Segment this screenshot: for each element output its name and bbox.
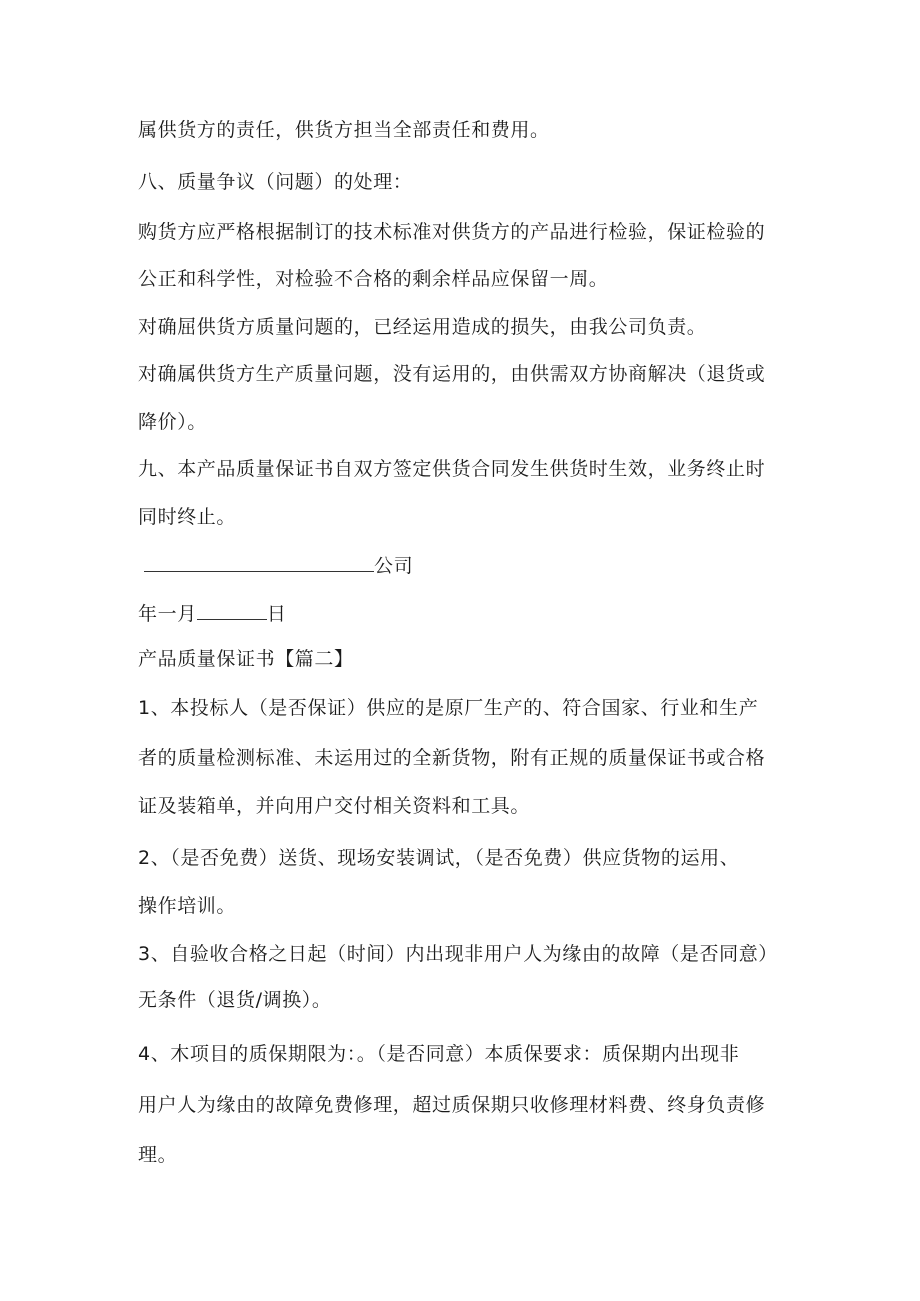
item-1-line-3: 证及装箱单，并向用户交付相关资料和工具。 [138, 795, 531, 817]
section-title: 产品质量保证书【篇二】 [138, 648, 354, 670]
company-signature-line [144, 552, 413, 578]
section-heading-8: 八、质量争议（问题）的处理： [138, 171, 413, 193]
company-suffix: 公司 [374, 555, 414, 577]
text-line-1: 属供货方的责任，供货方担当全部责任和费用。 [138, 119, 550, 141]
text-line-3: 购货方应严格根据制订的技术标准对供货方的产品进行检验，保证检验的 [138, 221, 766, 243]
date-line [138, 600, 286, 626]
text-line-4: 公正和科学性，对检验不合格的剩余样品应保留一周。 [138, 268, 609, 290]
text-line-5: 对确屈供货方质量问题的，已经运用造成的损失，由我公司负责。 [138, 316, 707, 338]
text-line-6: 对确属供货方生产质量问题，没有运用的，由供需双方协商解决（退货或 [138, 363, 766, 385]
item-4-line-1: 4、木项目的质保期限为：。（是否同意）本质保要求：质保期内出现非 [138, 1043, 740, 1065]
item-1-line-1: 1、本投标人（是否保证）供应的是原厂生产的、符合国家、行业和生产 [138, 697, 759, 719]
item-2-line-1: 2、（是否免费）送货、现场安装调试，（是否免费）供应货物的运用、 [138, 847, 740, 869]
item-1-line-2: 者的质量检测标准、未运用过的全新货物，附有正规的质量保证书或合格 [138, 747, 766, 769]
company-name-blank[interactable] [144, 552, 374, 572]
item-3-line-2: 无条件（退货/调换）。 [138, 989, 332, 1011]
date-prefix: 年一月 [138, 603, 197, 625]
text-line-9: 同时终止。 [138, 506, 237, 528]
date-suffix: 日 [266, 603, 287, 625]
item-3-line-1: 3、自验收合格之日起（时间）内出现非用户人为缘由的故障（是否同意） [138, 943, 778, 965]
item-4-line-2: 用户人为缘由的故障免费修理，超过质保期只收修理材料费、终身负责修 [138, 1094, 766, 1116]
item-4-line-3: 理。 [138, 1144, 178, 1166]
item-2-line-2: 操作培训。 [138, 895, 237, 917]
section-heading-9: 九、本产品质量保证书自双方签定供货合同发生供货时生效，业务终止时 [138, 458, 766, 480]
day-blank[interactable] [197, 600, 267, 620]
text-line-7: 降价）。 [138, 411, 207, 433]
